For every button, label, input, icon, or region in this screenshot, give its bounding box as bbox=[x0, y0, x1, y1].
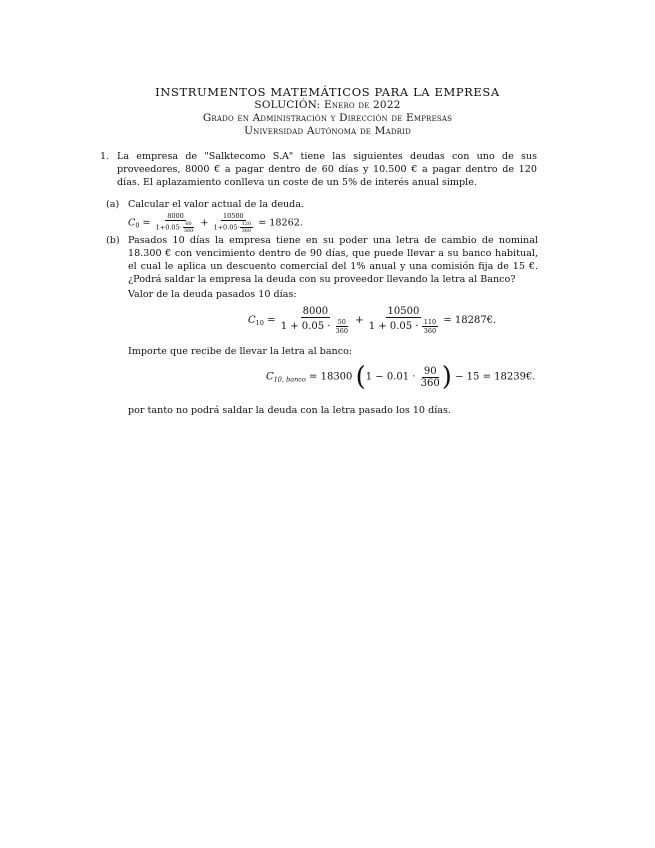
c10-term1-inner-den: 360 bbox=[335, 327, 349, 335]
c10-term2-fraction bbox=[367, 306, 440, 335]
term1-den-pre: 1+0.05· bbox=[155, 223, 182, 232]
term2-inner-den: 360 bbox=[241, 228, 252, 234]
c10-symbol: C bbox=[248, 315, 256, 326]
term2-fraction bbox=[211, 212, 255, 234]
c10-term1-den-pre: 1 + 0.05 · bbox=[280, 321, 331, 332]
c10-term2-inner-num: 110 bbox=[423, 318, 437, 326]
c10-banco-nominal: = 18300 bbox=[309, 371, 353, 383]
part-a-label: (a) bbox=[106, 199, 120, 210]
c10-banco-fraction bbox=[419, 366, 442, 389]
conclusion-block bbox=[128, 404, 538, 417]
bank-label-block bbox=[128, 345, 538, 358]
c10-banco-frac-den: 360 bbox=[420, 377, 440, 389]
document-header bbox=[0, 86, 655, 138]
c0-symbol: C bbox=[128, 217, 136, 229]
c10-result: = 18287€. bbox=[443, 315, 497, 326]
course-title: INSTRUMENTOS MATEMÁTICOS PARA LA EMPRESA bbox=[155, 85, 500, 99]
part-b bbox=[106, 234, 538, 301]
c10-term2-inner-den: 360 bbox=[423, 327, 437, 335]
c10-banco-inner: 1 − 0.01 · bbox=[365, 371, 416, 383]
c10-banco-subscript: 10, banco bbox=[273, 375, 306, 384]
part-a-equation: $C_0$ = 8000 1+0.05· $\frac{60}{360}$ + 10500 1+0.05· $\frac{120}{360}$ = 18262. bbox=[128, 212, 303, 234]
problem-1 bbox=[100, 150, 537, 189]
term1-numerator: 8000 bbox=[167, 212, 184, 220]
c10-term2-inner-frac bbox=[422, 318, 438, 335]
term2-den-pre: 1+0.05· bbox=[213, 223, 240, 232]
c10-term1-inner-frac bbox=[334, 318, 350, 335]
c10-term1-fraction bbox=[279, 306, 352, 335]
c10-subscript: 10 bbox=[255, 319, 264, 327]
term1-fraction bbox=[154, 212, 198, 234]
part-b-question: Pasados 10 días la empresa tiene en su poder una letra de cambio de nominal 18.300 € con vencimiento dentro de 90 días, que puede llevar a su banco habitual, el cual le aplica un descuento comercial del 1% anual y una comisión fija de 15 €. ¿Podrá saldar la empresa la deuda con su proveedor llevando la letra al Banco? bbox=[128, 235, 538, 285]
part-b-value-label: Valor de la deuda pasados 10 días: bbox=[128, 289, 297, 300]
c10-banco-symbol: C bbox=[266, 371, 274, 383]
term1-inner-num: 60 bbox=[185, 221, 192, 227]
part-a-result: = 18262. bbox=[258, 217, 303, 229]
problem-number: 1. bbox=[100, 151, 110, 162]
part-a bbox=[106, 198, 538, 234]
right-paren: ) bbox=[441, 362, 452, 392]
term2-numerator: 10500 bbox=[222, 212, 244, 220]
part-b-label: (b) bbox=[106, 235, 120, 246]
equation-c10-banco bbox=[266, 364, 535, 390]
c10-term2-denominator bbox=[367, 318, 440, 335]
term1-denominator bbox=[154, 221, 198, 234]
c10-term2-den-pre: 1 + 0.05 · bbox=[368, 321, 419, 332]
term2-denominator bbox=[211, 221, 255, 234]
conclusion: por tanto no podrá saldar la deuda con la letra pasado los 10 días. bbox=[128, 405, 451, 416]
term2-inner-frac bbox=[240, 221, 254, 234]
c10-term1-numerator: 8000 bbox=[302, 306, 329, 317]
bank-label: Importe que recibe de llevar la letra al banco: bbox=[128, 346, 353, 357]
term1-inner-den: 360 bbox=[183, 228, 194, 234]
term1-inner-frac bbox=[182, 221, 196, 234]
problem-statement: La empresa de "Salktecomo S.A" tiene las siguientes deudas con uno de sus proveedores, 8000 € a pagar dentro de 60 días y 10.500 € a pagar dentro de 120 días. El aplazamiento conlleva un coste de un 5% de interés anual simple. bbox=[117, 151, 537, 188]
c0-subscript: 0 bbox=[135, 221, 140, 230]
degree-name: Grado en Administración y Dirección de Empresas bbox=[202, 112, 453, 124]
part-a-question: Calcular el valor actual de la deuda. bbox=[128, 199, 305, 210]
c10-banco-frac-num: 90 bbox=[423, 365, 437, 377]
left-paren: ( bbox=[355, 362, 366, 392]
term2-inner-num: 120 bbox=[241, 221, 252, 227]
c10-banco-result: − 15 = 18239€. bbox=[455, 371, 536, 383]
c10-term1-denominator bbox=[279, 318, 352, 335]
c10-term1-inner-num: 50 bbox=[337, 318, 346, 326]
exam-subtitle: SOLUCIÓN: Enero de 2022 bbox=[254, 99, 401, 111]
equation-c10: $C_{10}$ = 8000 1 + 0.05 · $\frac{50}{360}$ + 10500 1 + 0.05 · $\frac{110}{360}$ = 18287€. bbox=[248, 306, 497, 335]
university-name: Universidad Autónoma de Madrid bbox=[244, 125, 411, 137]
c10-term2-numerator: 10500 bbox=[387, 306, 420, 317]
